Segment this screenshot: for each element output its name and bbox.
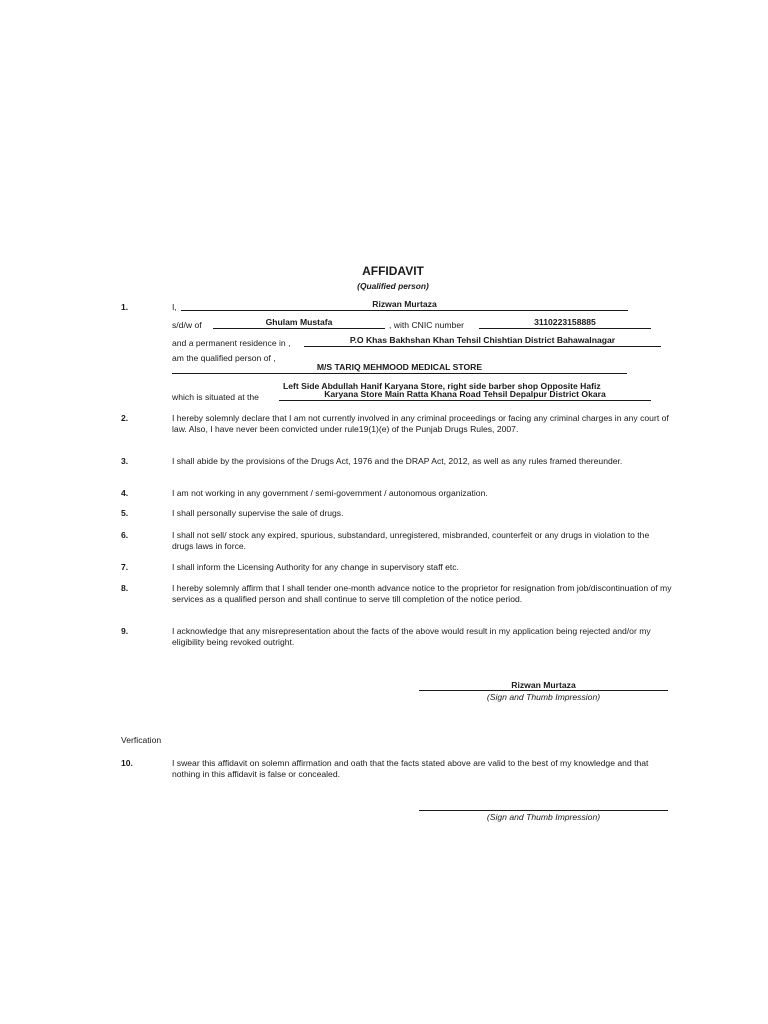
qualified-label: am the qualified person of , bbox=[172, 353, 276, 363]
item-text: I shall inform the Licensing Authority for any change in supervisory staff etc. bbox=[172, 562, 459, 572]
item-text: I hereby solemnly declare that I am not currently involved in any criminal proceedings or facing any criminal charges in any court of law. Also, I have never been convicted under rule19(1)(e) of the Punjab Drugs Rules, 2007. bbox=[172, 413, 669, 434]
i-label: I, bbox=[172, 302, 177, 312]
verification-heading: Verfication bbox=[121, 735, 162, 745]
signature-line bbox=[419, 810, 668, 811]
father-name-field: Ghulam Mustafa bbox=[213, 317, 385, 329]
item-text: I shall not sell/ stock any expired, spurious, substandard, unregistered, misbranded, counterfeit or any drugs in violation to the drugs laws in force. bbox=[172, 530, 650, 551]
item-number: 10. bbox=[121, 758, 133, 768]
item-text: I shall abide by the provisions of the Drugs Act, 1976 and the DRAP Act, 2012, as well as any rules framed thereunder. bbox=[172, 456, 623, 466]
item-number: 6. bbox=[121, 530, 129, 540]
cnic-label: , with CNIC number bbox=[389, 320, 464, 330]
item-text: I hereby solemnly affirm that I shall tender one-month advance notice to the proprietor for resignation from job/discontinuation of my services as a qualified person and shall continue to serve till completion of the notice period. bbox=[172, 583, 672, 604]
location-field: Karyana Store Main Ratta Khana Road Tehsil Depalpur District Okara bbox=[279, 389, 651, 401]
deponent-name-field: Rizwan Murtaza bbox=[181, 299, 628, 311]
item-text: I acknowledge that any misrepresentation about the facts of the above would result in my application being rejected and/or my eligibility being revoked outright. bbox=[172, 626, 651, 647]
item-number: 1. bbox=[121, 302, 129, 312]
item-number: 7. bbox=[121, 562, 129, 572]
document-subtitle: (Qualified person) bbox=[357, 281, 429, 291]
store-field: M/S TARIQ MEHMOOD MEDICAL STORE bbox=[172, 362, 627, 374]
item-number: 9. bbox=[121, 626, 129, 636]
item-text: I shall personally supervise the sale of drugs. bbox=[172, 508, 344, 518]
location-line1: Left Side Abdullah Hanif Karyana Store, right side barber shop Opposite Hafiz bbox=[283, 381, 601, 391]
residence-field: P.O Khas Bakhshan Khan Tehsil Chishtian District Bahawalnagar bbox=[304, 335, 661, 347]
item-number: 3. bbox=[121, 456, 129, 466]
item-number: 8. bbox=[121, 583, 129, 593]
item-number: 2. bbox=[121, 413, 129, 423]
signatory-name: Rizwan Murtaza bbox=[511, 680, 576, 690]
item-number: 5. bbox=[121, 508, 129, 518]
document-title: AFFIDAVIT bbox=[362, 264, 424, 278]
cnic-field: 3110223158885 bbox=[479, 317, 651, 329]
situated-label: which is situated at the bbox=[172, 392, 259, 402]
sdw-label: s/d/w of bbox=[172, 320, 202, 330]
item-number: 4. bbox=[121, 488, 129, 498]
signature-line bbox=[419, 690, 668, 691]
verification-text: I swear this affidavit on solemn affirmation and oath that the facts stated above are valid to the best of my knowledge and that nothing in this affidavit is false or concealed. bbox=[172, 758, 649, 779]
residence-label: and a permanent residence in , bbox=[172, 338, 291, 348]
sign-caption: (Sign and Thumb Impression) bbox=[486, 812, 601, 822]
item-text: I am not working in any government / semi-government / autonomous organization. bbox=[172, 488, 488, 498]
sign-caption: (Sign and Thumb Impression) bbox=[486, 692, 601, 702]
